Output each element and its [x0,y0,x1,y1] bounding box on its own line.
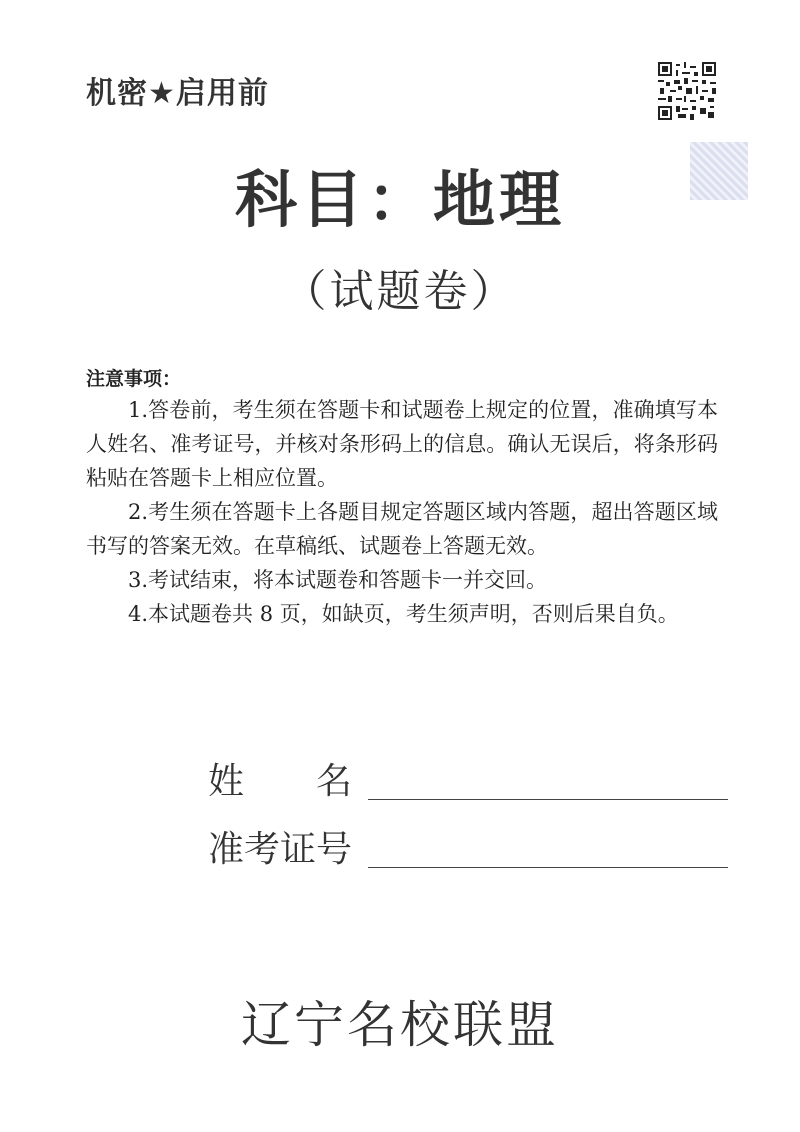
notice-list [86,393,718,631]
exam-id-blank-line [368,867,728,868]
notice-heading: 注意事项： [86,368,182,390]
name-field [208,758,728,804]
exam-id-label: 准考证号 [208,829,353,870]
notice-item: 3.考试结束，将本试题卷和答题卡一并交回。 [128,568,548,592]
notice-item: 4.本试题卷共 8 页，如缺页，考生须声明，否则后果自负。 [128,602,679,626]
page-title: 科目：地理 [234,163,565,236]
exam-id-field [208,826,728,872]
confidential-label: 机密★启用前 [86,76,269,111]
notice-item: 1.答卷前，考生须在答题卡和试题卷上规定的位置，准确填写本人姓名、准考证号，并核对条形码上的信息。确认无误后，将条形码粘贴在答题卡上相应位置。 [86,398,718,490]
name-label: 姓 名 [208,761,353,802]
notice-item: 2.考生须在答题卡上各题目规定答题区域内答题，超出答题区域书写的答案无效。在草稿纸、试题卷上答题无效。 [86,500,718,558]
qr-code-icon [658,62,716,120]
issuing-organization: 辽宁名校联盟 [241,996,559,1054]
name-blank-line [368,799,728,800]
page-subtitle: （试题卷） [282,266,518,317]
